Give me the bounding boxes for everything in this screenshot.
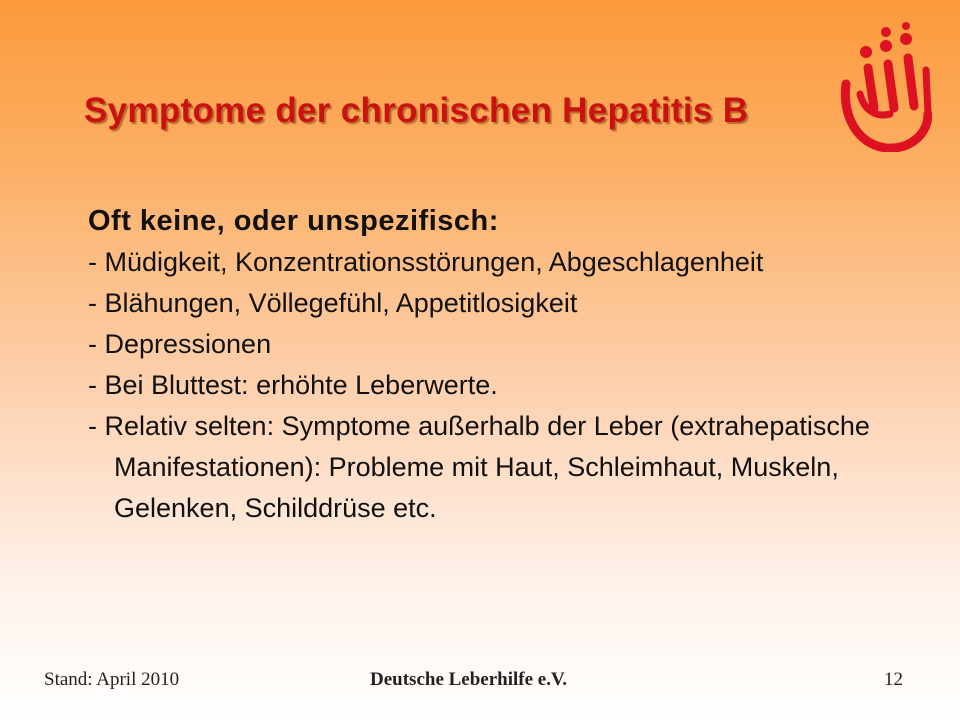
symptom-list	[88, 242, 908, 529]
slide-title: Symptome der chronischen Hepatitis B	[84, 91, 749, 130]
footer-date: Stand: April 2010	[44, 669, 180, 690]
list-item: - Blähungen, Völlegefühl, Appetitlosigkeit	[88, 288, 578, 318]
symptom-heading: Oft keine, oder unspezifisch:	[88, 205, 499, 237]
footer-page-number: 12	[884, 669, 903, 690]
list-item: - Depressionen	[88, 329, 272, 359]
list-item: - Müdigkeit, Konzentrationsstörungen, Abgeschlagenheit	[88, 247, 764, 277]
list-item: - Bei Bluttest: erhöhte Leberwerte.	[88, 370, 498, 400]
symptom-content	[88, 201, 908, 529]
hand-logo-icon	[838, 22, 932, 152]
footer-organization: Deutsche Leberhilfe e.V.	[370, 669, 568, 690]
list-item: - Relativ selten: Symptome außerhalb der Leber (extrahepatische Manifestationen): Probleme mit Haut, Schleimhaut, Muskeln, Gelenken, Schilddrüse etc.	[88, 411, 870, 523]
